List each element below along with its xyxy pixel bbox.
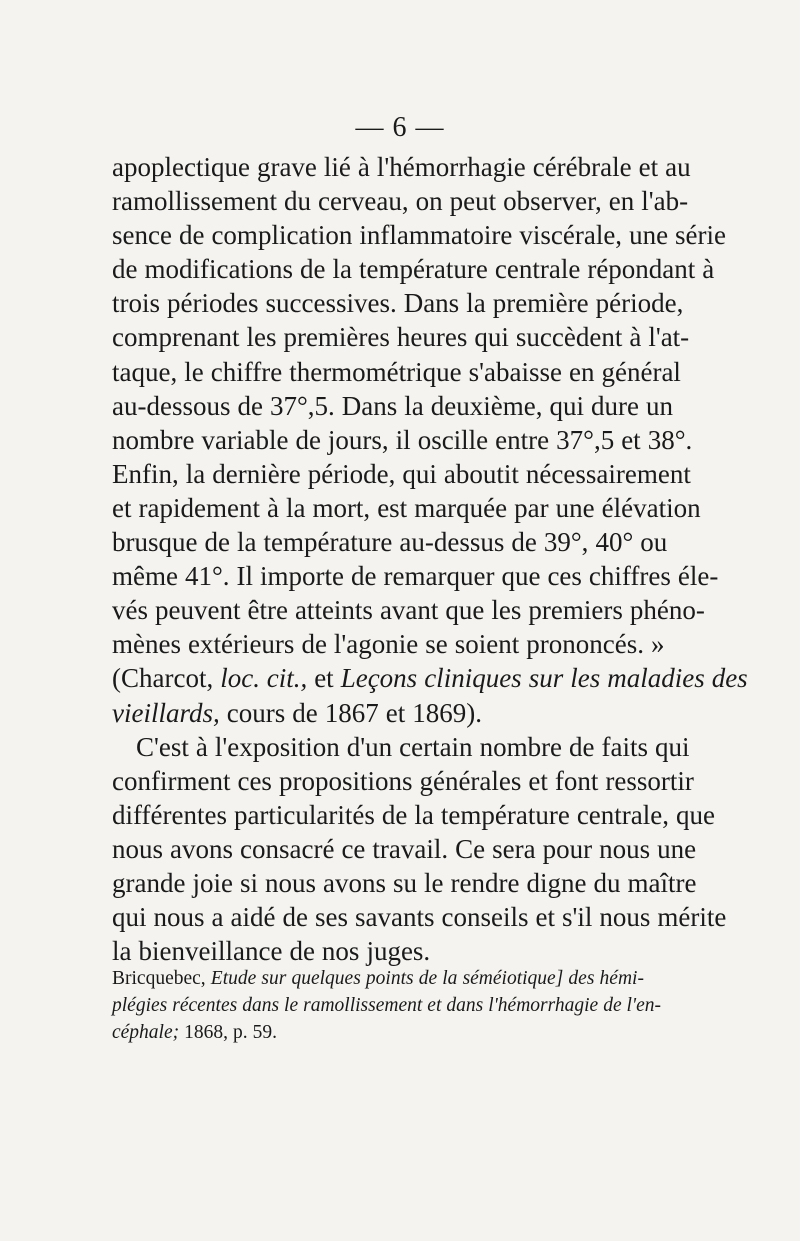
word: ramollissement (112, 186, 277, 217)
word: le (424, 867, 444, 898)
text-line (112, 320, 690, 354)
word: ces (237, 765, 272, 796)
word: maître (627, 867, 697, 898)
word: observer, (503, 186, 602, 217)
word: en (608, 186, 635, 217)
word: période, (307, 458, 396, 489)
word: avons (170, 833, 234, 864)
word: mort, (312, 492, 371, 523)
word: qui (549, 390, 585, 421)
word: de (299, 254, 326, 285)
word: de (289, 936, 315, 967)
word: (Charcot, (112, 663, 214, 694)
word: variable (201, 424, 289, 455)
word: général (601, 356, 681, 387)
word: température (440, 799, 570, 830)
word: 41°. (184, 561, 230, 592)
word: au (665, 152, 691, 182)
word: Etude (210, 968, 257, 989)
text-line (112, 627, 665, 661)
word: nous (112, 833, 164, 864)
word: la (466, 288, 486, 319)
word: avons (323, 867, 386, 898)
word: nous (599, 902, 651, 933)
word: qui (402, 458, 437, 489)
text-line (112, 661, 748, 695)
word: Dans (403, 288, 460, 319)
word: en (569, 356, 595, 387)
word: de (282, 902, 308, 933)
word: 1867 (324, 697, 379, 728)
word: pour (542, 833, 593, 864)
footnote (112, 965, 661, 1046)
word: centrale (494, 254, 581, 285)
word: chiffres (588, 561, 671, 592)
word: et (112, 492, 132, 523)
word: si (239, 867, 258, 898)
word: soient (454, 629, 520, 660)
word: de (418, 968, 438, 989)
word: nos (321, 936, 360, 967)
word: la (285, 492, 306, 523)
text-line (112, 423, 693, 457)
word: mènes (112, 629, 181, 660)
word: de (381, 799, 408, 830)
word: la (185, 458, 206, 489)
word: différentes (112, 799, 227, 830)
text-line (112, 286, 684, 320)
word: d'un (346, 731, 393, 762)
word: de (569, 731, 595, 762)
word: p. (233, 1022, 248, 1043)
word: thermométrique (289, 356, 462, 387)
word: à (357, 152, 370, 182)
word: et (427, 995, 442, 1016)
word: la (236, 527, 257, 558)
word: plégies (112, 995, 168, 1016)
word: nous (599, 833, 651, 864)
word: Dans (341, 390, 398, 421)
word: des (568, 968, 595, 989)
word: joie (192, 867, 233, 898)
word: est (377, 492, 408, 523)
word: confirment (112, 765, 231, 796)
word: avant (379, 595, 439, 626)
word: des (711, 663, 748, 694)
text-line (112, 593, 705, 627)
word: nous (264, 867, 316, 898)
word: faits (601, 731, 649, 762)
word: nombre (479, 731, 563, 762)
word: Bricquebec, (112, 968, 206, 989)
word: cérébrale (532, 152, 632, 182)
text-line (112, 184, 689, 218)
text-line (112, 218, 727, 252)
word: ces (547, 561, 582, 592)
text-line (112, 696, 644, 730)
word: série (675, 220, 727, 251)
word: quelques (291, 968, 361, 989)
word: aboutit (443, 458, 519, 489)
word: de (351, 561, 377, 592)
word: nous (153, 902, 205, 933)
word: il (395, 424, 411, 455)
word: de (292, 697, 318, 728)
word: dure (591, 390, 639, 421)
word: C'est (136, 731, 189, 762)
word: remarquer (383, 561, 495, 592)
word: trois (112, 288, 161, 319)
word: aidé (230, 902, 276, 933)
text-line (112, 525, 668, 559)
word: Il (236, 561, 254, 592)
word: peuvent (155, 595, 241, 626)
word: rapidement (138, 492, 260, 523)
word: l'hémorrhagie (488, 995, 599, 1016)
page-number: — 6 — (355, 112, 445, 143)
word: au-dessous (112, 390, 231, 421)
word: s'abaisse (468, 356, 562, 387)
word: jours, (327, 424, 389, 455)
word: rendre (450, 867, 520, 898)
word: on (415, 186, 443, 217)
word: le (184, 356, 204, 387)
word: succèdent (515, 322, 623, 353)
word: 40° (595, 527, 634, 558)
word: ce (341, 833, 366, 864)
word: hémi- (599, 968, 644, 989)
word: qui (112, 902, 147, 933)
word: de (511, 527, 537, 558)
word: ou (640, 527, 668, 558)
word: nombre (112, 424, 195, 455)
word: à (629, 322, 642, 353)
word: de l'en- (603, 995, 661, 1016)
word: certain (399, 731, 473, 762)
word: maladies (607, 663, 705, 694)
word: vieillards, (112, 697, 220, 728)
word: lié (323, 152, 351, 182)
word: de (301, 629, 327, 660)
word: de (237, 390, 263, 421)
word: sera (492, 833, 536, 864)
word: de (178, 220, 205, 251)
word: grave (256, 152, 317, 182)
word: température (358, 254, 488, 285)
word: être (247, 595, 288, 626)
word: importe (260, 561, 345, 592)
word: bienveillance (138, 936, 283, 967)
word: digne (526, 867, 587, 898)
word: 59. (252, 1022, 278, 1043)
word: sur (261, 968, 287, 989)
word: première (492, 288, 589, 319)
word: » (650, 629, 665, 660)
word: nécessairement (525, 458, 691, 489)
word: se (425, 629, 448, 660)
word: phéno- (629, 595, 705, 626)
word: cerveau, (317, 186, 409, 217)
word: à (266, 492, 279, 523)
word: vés (112, 595, 148, 626)
word: successives. (265, 288, 397, 319)
word: complication (211, 220, 353, 251)
word: qui (474, 322, 509, 353)
word: de (112, 254, 138, 285)
word: au-dessus (399, 527, 505, 558)
word: Enfin, (112, 458, 179, 489)
text-line (112, 389, 673, 423)
word: s'il (561, 902, 593, 933)
word: 38°. (647, 424, 693, 455)
text-line (112, 798, 715, 832)
word: l'exposition (214, 731, 340, 762)
word: qui (655, 731, 690, 762)
text-line (112, 457, 691, 491)
word: premières (283, 322, 390, 353)
word: répondant (587, 254, 696, 285)
word: points (365, 968, 414, 989)
word: consacré (240, 833, 335, 864)
text-line (112, 764, 694, 798)
word: même (112, 561, 178, 592)
word: que (501, 561, 541, 592)
word: par (514, 492, 549, 523)
word: Leçons (340, 663, 418, 694)
word: une (657, 833, 697, 864)
word: brusque (112, 527, 198, 558)
word: oscille (417, 424, 489, 455)
word: de (295, 424, 321, 455)
word: que (676, 799, 715, 830)
word: l'at- (648, 322, 690, 353)
word: et (528, 765, 548, 796)
word: conseils (441, 902, 529, 933)
word: séméiotique] (462, 968, 564, 989)
word: inflammatoire (359, 220, 513, 251)
word: centrale, (576, 799, 669, 830)
text-line (112, 491, 701, 525)
word: ses (314, 902, 348, 933)
word: céphale; (112, 1022, 180, 1043)
word: sur (528, 663, 564, 694)
word: les (246, 322, 277, 353)
word: de (204, 527, 230, 558)
word: la (404, 390, 424, 421)
word: 1869). (412, 697, 482, 728)
word: que (445, 595, 485, 626)
word: période, (595, 288, 684, 319)
word: éle- (677, 561, 719, 592)
word: sence (112, 220, 172, 251)
word: travail. (372, 833, 449, 864)
word: taque, (112, 356, 178, 387)
word: viscérale, (519, 220, 623, 251)
word: prononcés. (526, 629, 644, 660)
word: font (554, 765, 599, 796)
text-line (112, 866, 697, 900)
word: élévation (601, 492, 701, 523)
word: et (385, 697, 406, 728)
word: et (535, 902, 555, 933)
word: propositions (278, 765, 413, 796)
word: Ce (455, 833, 486, 864)
word: cliniques (424, 663, 522, 694)
word: du (283, 186, 311, 217)
word: heures (396, 322, 468, 353)
word: cours (226, 697, 286, 728)
word: et (621, 424, 641, 455)
word: une (555, 492, 595, 523)
word: à (702, 254, 715, 285)
word: marquée (414, 492, 508, 523)
footnote-line (112, 992, 661, 1019)
word: les (570, 663, 601, 694)
word: un (646, 390, 673, 421)
word: entre (495, 424, 550, 455)
text-line (112, 150, 691, 184)
word: 39°, (543, 527, 589, 558)
word: loc. cit., (220, 663, 308, 694)
word: mérite (657, 902, 727, 933)
word: savants (354, 902, 435, 933)
word: deuxième, (430, 390, 543, 421)
word: modifications (144, 254, 293, 285)
word: juges. (366, 936, 431, 967)
body-text (112, 150, 748, 968)
word: apoplectique (112, 152, 250, 182)
word: et (314, 663, 334, 694)
word: le (284, 995, 299, 1016)
footnote-line (112, 1019, 644, 1046)
text-line (112, 832, 697, 866)
word: grande (112, 867, 186, 898)
word: la (332, 254, 352, 285)
text-line (112, 355, 681, 389)
word: l'agonie (333, 629, 419, 660)
text-line (112, 900, 727, 934)
word: et (638, 152, 659, 182)
text-line (112, 934, 644, 968)
word: 37°,5 (556, 424, 615, 455)
word: la (112, 936, 132, 967)
word: 1868, (184, 1022, 229, 1043)
word: comprenant (112, 322, 240, 353)
text-line (112, 252, 715, 286)
word: dans (242, 995, 280, 1016)
word: l'ab- (641, 186, 689, 217)
word: une (629, 220, 669, 251)
word: ramollissement (303, 995, 423, 1016)
word: peut (449, 186, 497, 217)
text-line (112, 730, 690, 764)
word: l'hémorrhagie (376, 152, 526, 182)
word: particularités (233, 799, 375, 830)
word: chiffre (210, 356, 283, 387)
word: premiers (528, 595, 623, 626)
text-line (112, 559, 719, 593)
word: à (195, 731, 208, 762)
word: du (593, 867, 621, 898)
word: dernière (212, 458, 301, 489)
word: 37°,5. (269, 390, 335, 421)
word: su (393, 867, 418, 898)
word: récentes (172, 995, 238, 1016)
word: générales (419, 765, 522, 796)
word: température (263, 527, 393, 558)
word: atteints (294, 595, 373, 626)
word: la (414, 799, 434, 830)
word: périodes (167, 288, 259, 319)
word: dans (446, 995, 484, 1016)
word: les (491, 595, 522, 626)
word: ressortir (605, 765, 694, 796)
word: la (442, 968, 458, 989)
word: extérieurs (187, 629, 295, 660)
footnote-line (112, 965, 644, 992)
word: a (211, 902, 224, 933)
